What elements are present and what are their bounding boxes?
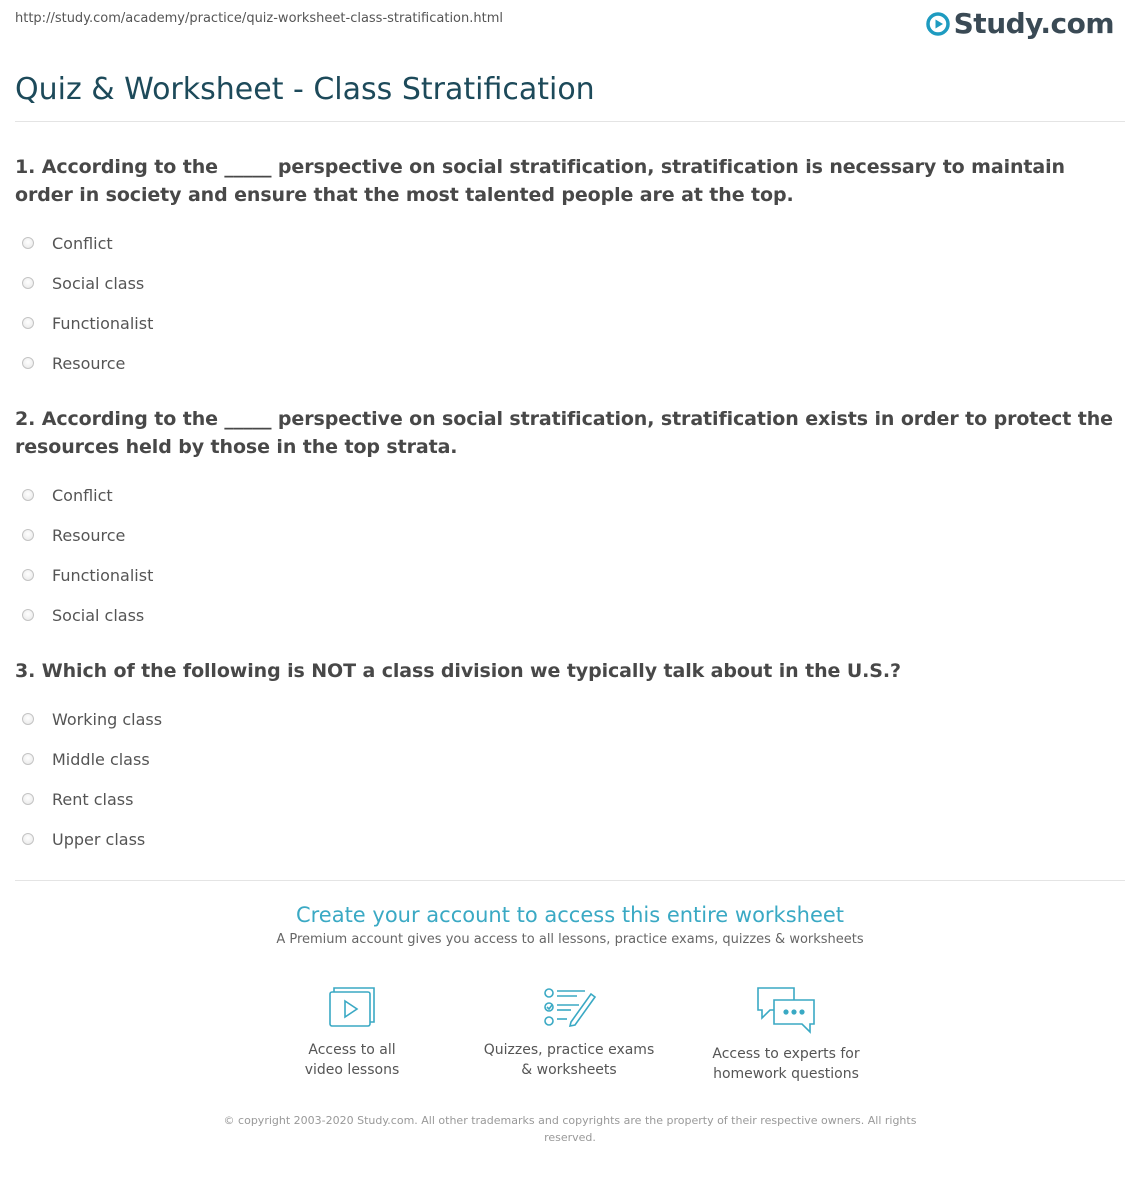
answer-option[interactable] <box>15 223 1125 263</box>
question-2 <box>15 405 1125 635</box>
quiz-checklist-icon <box>541 984 597 1030</box>
option-label: Resource <box>52 353 126 373</box>
option-label: Resource <box>52 525 126 545</box>
feature-label-line: video lessons <box>304 1062 400 1078</box>
feature-label-line: homework questions <box>713 1066 859 1082</box>
play-circle-icon <box>926 12 950 36</box>
answer-option[interactable] <box>15 555 1125 595</box>
radio-button[interactable] <box>22 529 34 541</box>
question-1 <box>15 153 1125 383</box>
cta-subtitle: A Premium account gives you access to all lessons, practice exams, quizzes & worksheets <box>276 932 864 947</box>
signup-cta <box>0 900 1140 947</box>
radio-button[interactable] <box>22 793 34 805</box>
copyright-notice: © copyright 2003-2020 Study.com. All other trademarks and copyrights are the property of their respective owners. All rights reserved. <box>223 1114 917 1144</box>
video-lesson-icon <box>326 984 378 1030</box>
option-label: Upper class <box>52 829 146 849</box>
answer-option[interactable] <box>15 343 1125 383</box>
radio-button[interactable] <box>22 833 34 845</box>
answer-option[interactable] <box>15 595 1125 635</box>
radio-button[interactable] <box>22 489 34 501</box>
radio-button[interactable] <box>22 317 34 329</box>
option-label: Rent class <box>52 789 134 809</box>
radio-button[interactable] <box>22 713 34 725</box>
feature-label-line: Access to all <box>308 1042 396 1058</box>
option-label: Conflict <box>52 233 113 253</box>
feature-experts <box>686 984 886 1084</box>
option-label: Conflict <box>52 485 113 505</box>
option-label: Social class <box>52 273 145 293</box>
feature-quizzes <box>469 984 669 1080</box>
option-label: Functionalist <box>52 313 154 333</box>
question-text: 1. According to the _____ perspective on social stratification, stratification is necessary to maintain order in society and ensure that the most talented people are at the top. <box>15 156 1065 206</box>
option-label: Social class <box>52 605 145 625</box>
answer-option[interactable] <box>15 303 1125 343</box>
radio-button[interactable] <box>22 569 34 581</box>
question-text: 2. According to the _____ perspective on social stratification, stratification exists in order to protect the resources held by those in the top strata. <box>15 408 1113 458</box>
feature-label-line: Quizzes, practice exams <box>483 1042 655 1058</box>
url-bar: http://study.com/academy/practice/quiz-worksheet-class-stratification.html <box>15 11 503 26</box>
answer-option[interactable] <box>15 475 1125 515</box>
answer-options <box>15 223 1125 383</box>
divider <box>15 121 1125 122</box>
feature-video-lessons <box>252 984 452 1080</box>
feature-label-line: & worksheets <box>521 1062 617 1078</box>
answer-options <box>15 699 1125 859</box>
divider <box>15 880 1125 881</box>
answer-option[interactable] <box>15 739 1125 779</box>
study-logo[interactable] <box>926 8 1114 40</box>
page-title: Quiz & Worksheet - Class Stratification <box>15 72 595 107</box>
cta-title[interactable]: Create your account to access this entire worksheet <box>295 903 845 927</box>
option-label: Working class <box>52 709 163 729</box>
expert-chat-icon <box>754 984 818 1034</box>
feature-label-line: Access to experts for <box>712 1046 860 1062</box>
answer-option[interactable] <box>15 515 1125 555</box>
radio-button[interactable] <box>22 277 34 289</box>
answer-option[interactable] <box>15 779 1125 819</box>
radio-button[interactable] <box>22 753 34 765</box>
logo-text: Study.com <box>953 7 1114 40</box>
answer-option[interactable] <box>15 819 1125 859</box>
question-3 <box>15 657 1125 859</box>
question-text: 3. Which of the following is NOT a class division we typically talk about in the U.S.? <box>15 660 901 682</box>
answer-option[interactable] <box>15 263 1125 303</box>
answer-options <box>15 475 1125 635</box>
option-label: Middle class <box>52 749 150 769</box>
answer-option[interactable] <box>15 699 1125 739</box>
radio-button[interactable] <box>22 609 34 621</box>
option-label: Functionalist <box>52 565 154 585</box>
radio-button[interactable] <box>22 237 34 249</box>
radio-button[interactable] <box>22 357 34 369</box>
